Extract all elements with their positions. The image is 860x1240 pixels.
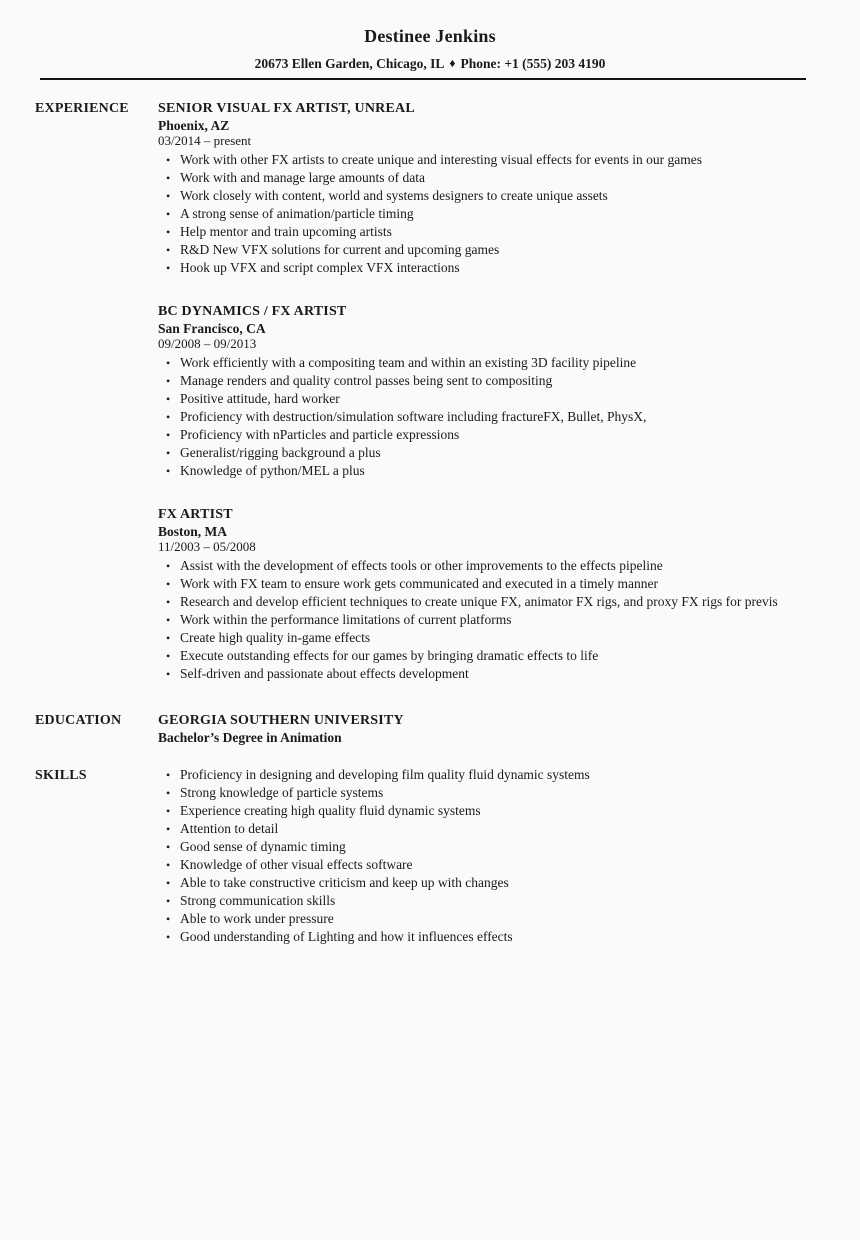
bullet-item xyxy=(158,557,813,575)
job-bullet-list xyxy=(158,557,813,683)
job-location: San Francisco, CA xyxy=(158,321,266,336)
skills-body xyxy=(158,766,860,946)
person-name: Destinee Jenkins xyxy=(364,26,496,46)
bullet-text: Create high quality in-game effects xyxy=(180,630,371,645)
job-bullet-list xyxy=(158,151,813,277)
bullet-item xyxy=(158,390,813,408)
bullet-text: Proficiency with nParticles and particle expressions xyxy=(180,427,460,442)
job-title: SENIOR VISUAL FX ARTIST, UNREAL xyxy=(158,101,415,116)
education-body xyxy=(158,711,860,745)
bullet-text: Work with other FX artists to create unique and interesting visual effects for events in our games xyxy=(180,152,703,167)
bullet-item xyxy=(158,802,813,820)
bullet-icon: • xyxy=(166,171,171,185)
bullet-item xyxy=(158,372,813,390)
bullet-icon: • xyxy=(166,243,171,257)
bullet-text: Good sense of dynamic timing xyxy=(180,839,346,854)
job-entry xyxy=(158,99,860,277)
bullet-icon: • xyxy=(166,410,171,424)
bullet-icon: • xyxy=(166,876,171,890)
bullet-text: Knowledge of other visual effects software xyxy=(180,857,413,872)
bullet-item xyxy=(158,838,813,856)
bullet-text: Assist with the development of effects tools or other improvements to the effects pipeline xyxy=(180,558,663,573)
bullet-item xyxy=(158,187,813,205)
bullet-icon: • xyxy=(166,356,171,370)
header-divider xyxy=(40,78,806,80)
school-name: GEORGIA SOUTHERN UNIVERSITY xyxy=(158,713,404,728)
bullet-text: Knowledge of python/MEL a plus xyxy=(180,463,365,478)
bullet-text: Work with and manage large amounts of data xyxy=(180,170,425,185)
resume-header xyxy=(0,0,860,80)
bullet-icon: • xyxy=(166,631,171,645)
bullet-icon: • xyxy=(166,189,171,203)
bullet-item xyxy=(158,151,813,169)
bullet-text: Help mentor and train upcoming artists xyxy=(180,224,392,239)
bullet-icon: • xyxy=(166,768,171,782)
bullet-text: Proficiency with destruction/simulation software including fractureFX, Bullet, PhysX, xyxy=(180,409,647,424)
bullet-text: Work with FX team to ensure work gets communicated and executed in a timely manner xyxy=(180,576,659,591)
bullet-item xyxy=(158,611,813,629)
bullet-item xyxy=(158,874,813,892)
bullet-item xyxy=(158,766,813,784)
bullet-item xyxy=(158,408,813,426)
bullet-item xyxy=(158,223,813,241)
bullet-text: Hook up VFX and script complex VFX interactions xyxy=(180,260,460,275)
job-title: BC DYNAMICS / FX ARTIST xyxy=(158,304,347,319)
bullet-item xyxy=(158,665,813,683)
bullet-icon: • xyxy=(166,822,171,836)
job-entry xyxy=(158,302,860,480)
bullet-item xyxy=(158,593,813,611)
bullet-text: Work closely with content, world and systems designers to create unique assets xyxy=(180,188,608,203)
bullet-icon: • xyxy=(166,207,171,221)
bullet-icon: • xyxy=(166,858,171,872)
bullet-text: Good understanding of Lighting and how it influences effects xyxy=(180,929,513,944)
bullet-item xyxy=(158,354,813,372)
bullet-icon: • xyxy=(166,667,171,681)
bullet-icon: • xyxy=(166,392,171,406)
experience-label: EXPERIENCE xyxy=(35,101,129,116)
bullet-text: Work within the performance limitations of current platforms xyxy=(180,612,512,627)
diamond-separator-icon: ♦ xyxy=(449,56,456,70)
bullet-text: Self-driven and passionate about effects development xyxy=(180,666,469,681)
bullet-icon: • xyxy=(166,559,171,573)
bullet-text: Manage renders and quality control passes being sent to compositing xyxy=(180,373,553,388)
bullet-text: Attention to detail xyxy=(180,821,279,836)
bullet-icon: • xyxy=(166,446,171,460)
bullet-item xyxy=(158,205,813,223)
bullet-item xyxy=(158,462,813,480)
job-bullet-list xyxy=(158,354,813,480)
bullet-item xyxy=(158,169,813,187)
bullet-item xyxy=(158,426,813,444)
bullet-item xyxy=(158,892,813,910)
bullet-icon: • xyxy=(166,894,171,908)
bullet-icon: • xyxy=(166,428,171,442)
job-title: FX ARTIST xyxy=(158,507,233,522)
phone-text: Phone: +1 (555) 203 4190 xyxy=(460,56,606,71)
bullet-text: Positive attitude, hard worker xyxy=(180,391,340,406)
bullet-item xyxy=(158,259,813,277)
education-section xyxy=(0,711,860,745)
job-location: Boston, MA xyxy=(158,524,228,539)
bullet-icon: • xyxy=(166,261,171,275)
bullet-icon: • xyxy=(166,577,171,591)
bullet-text: Proficiency in designing and developing film quality fluid dynamic systems xyxy=(180,767,590,782)
bullet-text: Work efficiently with a compositing team and within an existing 3D facility pipeline xyxy=(180,355,637,370)
bullet-item xyxy=(158,444,813,462)
resume-body xyxy=(0,99,860,946)
skills-bullet-list xyxy=(158,766,813,946)
experience-section xyxy=(0,99,860,711)
job-entry xyxy=(158,505,860,683)
bullet-icon: • xyxy=(166,804,171,818)
bullet-text: A strong sense of animation/particle timing xyxy=(180,206,414,221)
bullet-text: R&D New VFX solutions for current and upcoming games xyxy=(180,242,500,257)
bullet-text: Strong knowledge of particle systems xyxy=(180,785,384,800)
bullet-item xyxy=(158,241,813,259)
degree-name: Bachelor’s Degree in Animation xyxy=(158,730,342,745)
bullet-icon: • xyxy=(166,153,171,167)
bullet-icon: • xyxy=(166,649,171,663)
skills-section xyxy=(0,766,860,946)
bullet-icon: • xyxy=(166,930,171,944)
bullet-text: Able to take constructive criticism and keep up with changes xyxy=(180,875,509,890)
bullet-icon: • xyxy=(166,225,171,239)
job-location: Phoenix, AZ xyxy=(158,118,230,133)
bullet-text: Strong communication skills xyxy=(180,893,336,908)
bullet-item xyxy=(158,820,813,838)
bullet-item xyxy=(158,856,813,874)
bullet-item xyxy=(158,647,813,665)
job-dates: 09/2008 – 09/2013 xyxy=(158,336,257,351)
bullet-icon: • xyxy=(166,912,171,926)
bullet-item xyxy=(158,575,813,593)
bullet-icon: • xyxy=(166,464,171,478)
job-dates: 03/2014 – present xyxy=(158,133,252,148)
bullet-icon: • xyxy=(166,595,171,609)
bullet-text: Able to work under pressure xyxy=(180,911,334,926)
bullet-item xyxy=(158,928,813,946)
education-label: EDUCATION xyxy=(35,713,122,728)
job-dates: 11/2003 – 05/2008 xyxy=(158,539,256,554)
bullet-icon: • xyxy=(166,613,171,627)
contact-line xyxy=(0,56,860,72)
bullet-text: Execute outstanding effects for our games by bringing dramatic effects to life xyxy=(180,648,599,663)
bullet-icon: • xyxy=(166,786,171,800)
bullet-item xyxy=(158,629,813,647)
skills-label: SKILLS xyxy=(35,768,87,783)
experience-body xyxy=(158,99,860,711)
bullet-text: Generalist/rigging background a plus xyxy=(180,445,381,460)
bullet-item xyxy=(158,910,813,928)
bullet-item xyxy=(158,784,813,802)
address-text: 20673 Ellen Garden, Chicago, IL xyxy=(254,56,445,71)
bullet-icon: • xyxy=(166,840,171,854)
bullet-icon: • xyxy=(166,374,171,388)
bullet-text: Research and develop efficient techniques to create unique FX, animator FX rigs, and proxy FX rigs for previs xyxy=(180,594,778,609)
bullet-text: Experience creating high quality fluid dynamic systems xyxy=(180,803,481,818)
